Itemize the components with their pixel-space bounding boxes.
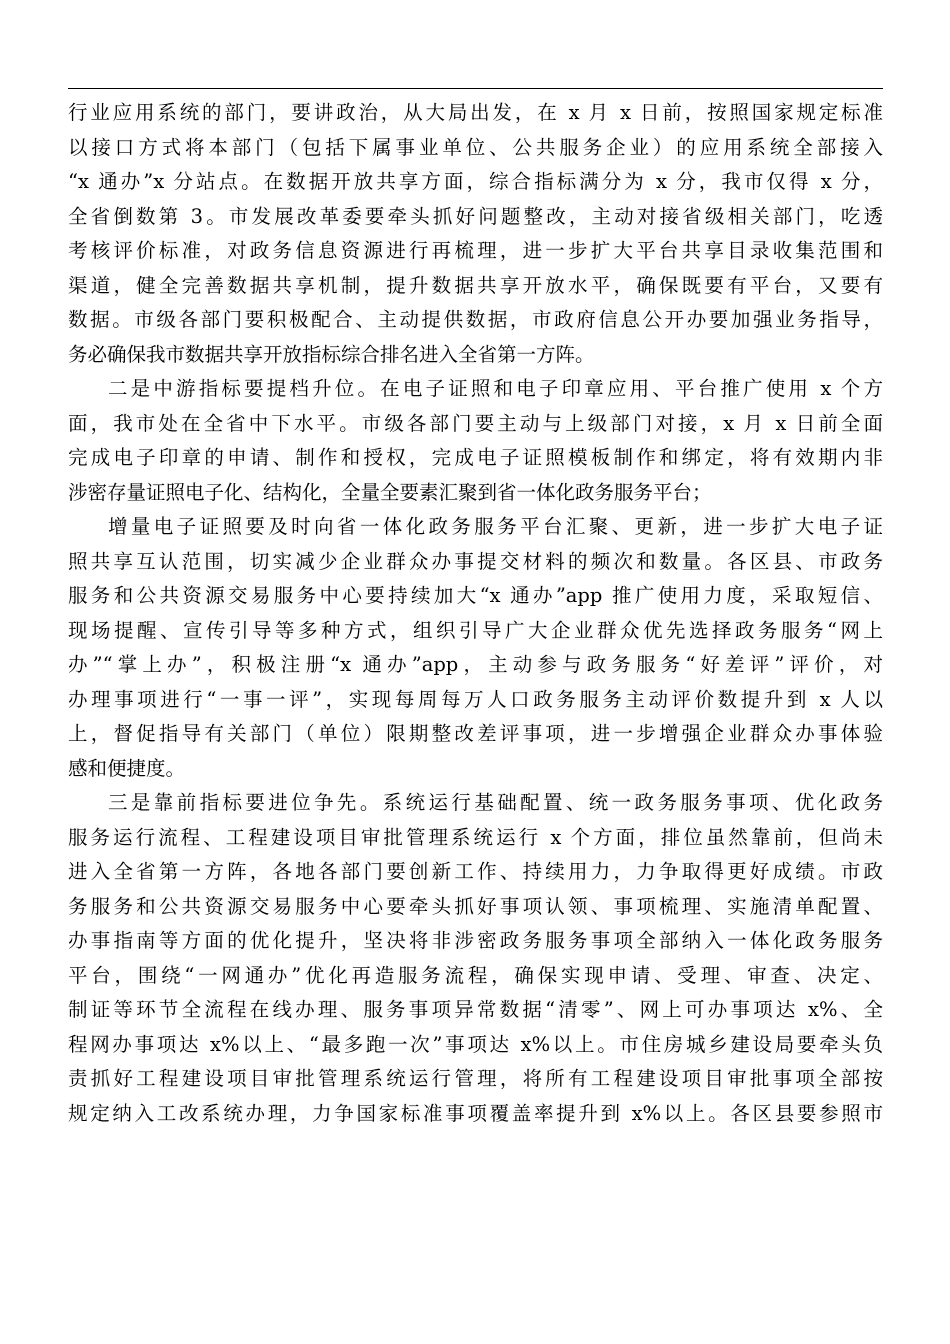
text-line: 照共享互认范围，切实减少企业群众办事提交材料的频次和数量。各区县、市政务: [68, 549, 883, 573]
text-line: 完成电子印章的申请、制作和授权，完成电子证照模板制作和绑定，将有效期内非: [68, 446, 883, 469]
text-line: 数据。市级各部门要积极配合、主动提供数据，市政府信息公开办要加强业务指导，: [68, 308, 883, 331]
text-line: 办事指南等方面的优化提升，坚决将非涉密政务服务事项全部纳入一体化政务服务: [68, 929, 883, 952]
text-line: 务服务和公共资源交易服务中心要牵头抓好事项认领、事项梳理、实施清单配置、: [68, 894, 883, 918]
text-line: 全省倒数第 3。市发展改革委要牵头抓好问题整改，主动对接省级相关部门，吃透: [68, 204, 883, 228]
header-rule: [68, 88, 883, 89]
text-line: 制证等环节全流程在线办理、服务事项异常数据“清零”、网上可办事项达 x%、全: [68, 998, 883, 1021]
text-line: 以接口方式将本部门（包括下属事业单位、公共服务企业）的应用系统全部接入: [68, 135, 883, 159]
paragraph-1: [68, 96, 883, 372]
text-line: 责抓好工程建设项目审批管理系统运行管理，将所有工程建设项目审批事项全部按: [68, 1067, 883, 1090]
document-body: [68, 96, 883, 1131]
text-line: 服务和公共资源交易服务中心要持续加大“x 通办”app 推广使用力度，采取短信、: [68, 584, 883, 607]
text-line: 进入全省第一方阵，各地各部门要创新工作、持续用力，力争取得更好成绩。市政: [68, 860, 883, 883]
text-line: 现场提醒、宣传引导等多种方式，组织引导广大企业群众优先选择政务服务“网上: [68, 618, 883, 642]
text-line: 服务运行流程、工程建设项目审批管理系统运行 x 个方面，排位虽然靠前，但尚未: [68, 825, 883, 849]
text-line: 二是中游指标要提档升位。在电子证照和电子印章应用、平台推广使用 x 个方: [108, 377, 883, 400]
paragraph-3: [68, 510, 883, 786]
text-line: 办理事项进行“一事一评”，实现每周每万人口政务服务主动评价数提升到 x 人以: [68, 687, 883, 711]
text-line: 面，我市处在全省中下水平。市级各部门要主动与上级部门对接，x 月 x 日前全面: [68, 411, 883, 435]
text-line: 行业应用系统的部门，要讲政治，从大局出发，在 x 月 x 日前，按照国家规定标准: [68, 101, 883, 124]
text-line: 办”“掌上办”，积极注册“x 通办”app，主动参与政务服务“好差评”评价，对: [68, 653, 883, 676]
text-line: 考核评价标准，对政务信息资源进行再梳理，进一步扩大平台共享目录收集范围和: [68, 239, 883, 262]
paragraph-2: [68, 372, 883, 510]
text-line: 上，督促指导有关部门（单位）限期整改差评事项，进一步增强企业群众办事体验: [68, 722, 883, 745]
text-line: 规定纳入工改系统办理，力争国家标准事项覆盖率提升到 x%以上。各区县要参照市: [68, 1101, 883, 1125]
paragraph-4: [68, 786, 883, 1131]
text-line: 增量电子证照要及时向省一体化政务服务平台汇聚、更新，进一步扩大电子证: [108, 515, 883, 538]
text-line: 务必确保我市数据共享开放指标综合排名进入全省第一方阵。: [68, 342, 595, 366]
text-line: “x 通办”x 分站点。在数据开放共享方面，综合指标满分为 x 分，我市仅得 x 分，: [68, 170, 883, 193]
text-line: 平台，围绕“一网通办”优化再造服务流程，确保实现申请、受理、审查、决定、: [68, 963, 883, 987]
text-line: 渠道，健全完善数据共享机制，提升数据共享开放水平，确保既要有平台，又要有: [68, 273, 883, 297]
text-line: 程网办事项达 x%以上、“最多跑一次”事项达 x%以上。市住房城乡建设局要牵头负: [68, 1032, 883, 1056]
text-line: 涉密存量证照电子化、结构化，全量全要素汇聚到省一体化政务服务平台；: [68, 480, 712, 504]
text-line: 三是靠前指标要进位争先。系统运行基础配置、统一政务服务事项、优化政务: [108, 791, 883, 814]
text-line: 感和便捷度。: [68, 756, 186, 780]
